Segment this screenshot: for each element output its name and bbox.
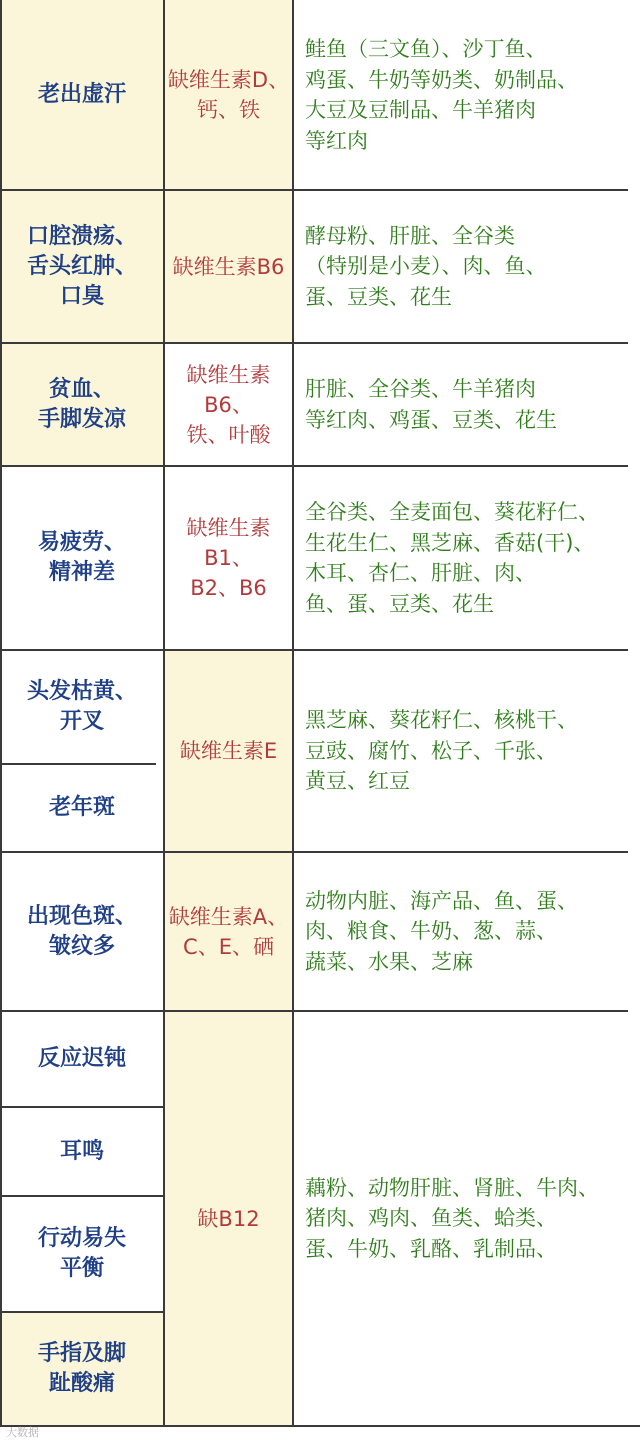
symptom-cell (0, 1312, 164, 1426)
grid-line (0, 763, 156, 765)
symptom-cell (0, 0, 164, 190)
food-text: 黑芝麻、葵花籽仁、核桃干、 豆豉、腐竹、松子、千张、 黄豆、红豆 (305, 708, 578, 794)
symptom-text: 头发枯黄、 开叉 (26, 679, 137, 734)
food-cell (293, 852, 640, 1011)
symptom-text: 老年斑 (48, 795, 115, 820)
grid-line (292, 0, 294, 1426)
grid-line (0, 465, 628, 467)
grid-line (0, 342, 628, 344)
food-cell (293, 1011, 640, 1426)
symptom-text: 出现色斑、 皱纹多 (26, 903, 137, 959)
grid-line (0, 649, 628, 651)
symptom-cell (0, 343, 164, 466)
symptom-cell (0, 1107, 164, 1196)
food-cell (293, 343, 640, 466)
symptom-cell (0, 1011, 164, 1107)
symptom-text: 易疲劳、 精神差 (37, 530, 126, 585)
grid-line (0, 1195, 164, 1197)
symptom-cell (0, 764, 164, 852)
symptom-text: 耳鸣 (59, 1138, 104, 1164)
grid-line (0, 1106, 164, 1108)
deficiency-cell (164, 650, 293, 852)
deficiency-cell (164, 852, 293, 1011)
grid-line (163, 0, 165, 1426)
food-text: 酵母粉、肝脏、全谷类 （特别是小麦）、肉、鱼、 蛋、豆类、花生 (305, 223, 547, 309)
grid-line (0, 189, 628, 191)
symptom-cell (0, 650, 164, 764)
symptom-text: 行动易失 平衡 (37, 1226, 126, 1281)
food-cell (293, 466, 640, 650)
deficiency-cell (164, 343, 293, 466)
symptom-cell (0, 466, 164, 650)
deficiency-text: 缺维生素B1、 B2、B6 (186, 516, 271, 600)
deficiency-text: 缺维生素E (179, 739, 278, 763)
food-cell (293, 190, 640, 343)
deficiency-cell (164, 190, 293, 343)
food-text: 鲑鱼（三文鱼）、沙丁鱼、 鸡蛋、牛奶等奶类、奶制品、 大豆及豆制品、牛羊猪肉 等红肉 (305, 37, 578, 153)
grid-line (0, 1425, 640, 1427)
deficiency-text: 缺维生素B6 (172, 254, 285, 279)
grid-line (0, 1010, 628, 1012)
food-text: 藕粉、动物肝脏、肾脏、牛肉、 猪肉、鸡肉、鱼类、蛤类、 蛋、牛奶、乳酪、乳制品、 (305, 1175, 599, 1261)
deficiency-text: 缺B12 (197, 1206, 260, 1231)
symptom-text: 老出虚汗 (37, 82, 126, 107)
watermark: 大数据 (6, 1426, 39, 1439)
symptom-text: 手指及脚 趾酸痛 (37, 1341, 126, 1396)
food-text: 动物内脏、海产品、鱼、蛋、 肉、粮食、牛奶、葱、蒜、 蔬菜、水果、芝麻 (305, 888, 578, 974)
grid-line (0, 851, 628, 853)
symptom-cell (0, 852, 164, 1011)
symptom-text: 反应迟钝 (37, 1046, 126, 1071)
deficiency-text: 缺维生素D、 钙、铁 (167, 68, 290, 122)
food-text: 肝脏、全谷类、牛羊猪肉 等红肉、鸡蛋、豆类、花生 (305, 377, 557, 432)
deficiency-text: 缺维生素B6、 铁、叶酸 (186, 362, 271, 447)
food-cell (293, 650, 640, 852)
deficiency-cell (164, 1011, 293, 1426)
symptom-cell (0, 1196, 164, 1312)
deficiency-text: 缺维生素A、 C、E、硒 (168, 904, 289, 959)
symptom-text: 贫血、 手脚发凉 (37, 376, 126, 432)
symptom-cell (0, 190, 164, 343)
food-text: 全谷类、全麦面包、葵花籽仁、 生花生仁、黑芝麻、香菇(干)、 木耳、杏仁、肝脏、肉、 鱼、蛋、豆类、花生 (305, 500, 599, 616)
grid-line (0, 1311, 164, 1313)
deficiency-cell (164, 466, 293, 650)
grid-line (0, 0, 2, 1426)
food-cell (293, 0, 640, 190)
symptom-text: 口腔溃疡、 舌头红肿、 口臭 (26, 223, 137, 309)
deficiency-cell (164, 0, 293, 190)
